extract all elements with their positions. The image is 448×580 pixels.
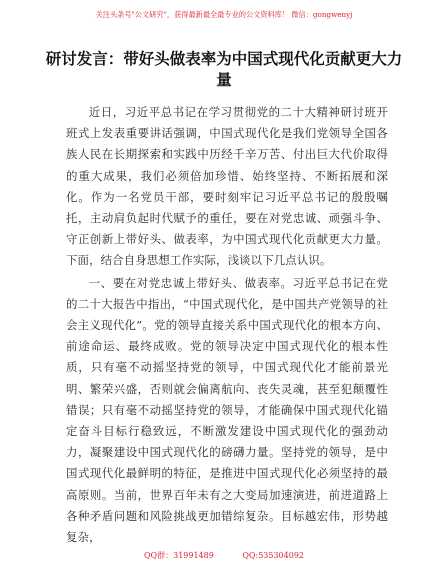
footer-contact — [0, 551, 448, 561]
body-paragraph: 近日，习近平总书记在学习贯彻党的二十大精神研讨班开班式上发表重要讲话强调，中国式现代化是我们党领导全国各族人民在长期探索和实践中历经千辛万苦、付出巨大代价取得的重大成果，我们必须倍加珍惜、始终坚持、不断拓展和深化。作为一名党员干部，要时刻牢记习近平总书记的殷殷嘱托，主动肩负起时代赋予的重任，要在对党忠诚、顽强斗争、守正创新上带好头、做表率，为中国式现代化贡献更大力量。下面，结合自身思想工作实际，浅谈以下几点认识。 — [66, 105, 388, 268]
footer-qq: QQ:535304092 — [242, 551, 304, 560]
footer-qq-group: QQ群：31991489 — [143, 551, 214, 560]
document-title: 研讨发言：带好头做表率为中国式现代化贡献更大力量 — [45, 49, 403, 89]
document-body — [66, 102, 388, 548]
body-paragraph: 一、要在对党忠诚上带好头、做表率。习近平总书记在党的二十大报告中指出，“中国式现代化，是中国共产党领导的社会主义现代化”。党的领导直接关系中国式现代化的根本方向、前途命运、最终成败。党的领导决定中国式现代化的根本性质，只有毫不动摇坚持党的领导，中国式现代化才能前景光明、繁荣兴盛，否则就会偏离航向、丧失灵魂，甚至犯颠覆性错误；只有毫不动摇坚持党的领导，才能确保中国式现代化锚定奋斗目标行稳致远，不断激发建设中国式现代化的强劲动力，凝聚建设中国式现代化的磅礴力量。坚持党的领导，是中国式现代化最鲜明的特征，是推进中国式现代化必须坚持的最高原则。当前，世界百年未有之大变局加速演进，前进道路上各种矛盾问题和风险挑战更加错综复杂。目标越宏伟，形势越复杂， — [66, 275, 388, 545]
promo-banner: 关注头条号"公文研究"，获得最新最全最专业的公文资料库！ 微信：gongwenyj — [95, 10, 353, 19]
